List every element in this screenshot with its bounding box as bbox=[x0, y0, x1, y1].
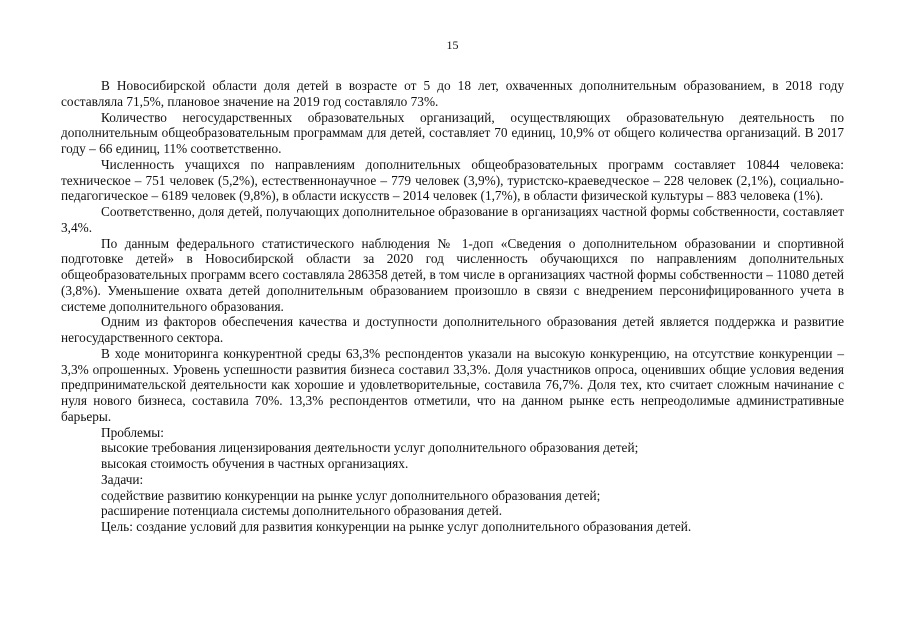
task-item: содействие развитию конкуренции на рынке услуг дополнительного образования детей; bbox=[101, 487, 601, 503]
tasks-heading: Задачи: bbox=[101, 471, 144, 487]
paragraph: Соответственно, доля детей, получающих дополнительное образование в организациях частной формы собственности, составляет 3,4%. bbox=[61, 204, 844, 235]
task-item: расширение потенциала системы дополнительного образования детей. bbox=[101, 503, 503, 519]
page-number: 15 bbox=[446, 38, 459, 52]
paragraph: Численность учащихся по направлениям дополнительных общеобразовательных программ составляет 10844 человека: техническое – 751 человек (5,2%), естественнонаучное – 779 человек (3,9%), туристско-краеведческое – 228 человек (2,1%), социально-педагогическое – 6189 человек (9,8%), в области искусств – 2014 человек (1,7%), в области физической культуры – 883 человека (1%). bbox=[61, 156, 844, 204]
problems-heading: Проблемы: bbox=[101, 424, 164, 440]
document-body bbox=[61, 78, 844, 535]
paragraph: В Новосибирской области доля детей в возрасте от 5 до 18 лет, охваченных дополнительным образованием, в 2018 году составляла 71,5%, плановое значение на 2019 год составляло 73%. bbox=[61, 78, 844, 109]
problem-item: высокая стоимость обучения в частных организациях. bbox=[101, 456, 409, 471]
paragraph: Количество негосударственных образовательных организаций, осуществляющих образовательную деятельность по дополнительным общеобразовательным программам для детей, составляет 70 единиц, 10,9% от общего количества организаций. В 2017 году – 66 единиц, 11% соответственно. bbox=[61, 109, 844, 156]
problem-item: высокие требования лицензирования деятельности услуг дополнительного образования детей; bbox=[101, 440, 639, 456]
paragraph: Одним из факторов обеспечения качества и доступности дополнительного образования детей является поддержка и развитие негосударственного сектора. bbox=[61, 314, 844, 345]
goal-statement: Цель: создание условий для развития конкуренции на рынке услуг дополнительного образования детей. bbox=[101, 519, 692, 534]
paragraph: В ходе мониторинга конкурентной среды 63,3% респондентов указали на высокую конкуренцию, на отсутствие конкуренции – 3,3% опрошенных. Уровень успешности развития бизнеса составил 33,3%. Доля участников опроса, оценивших общие условия ведения предпринимательской деятельности как хорошие и удовлетворительные, составила 76,7%. Доля тех, кто считает сложным начинание с нуля нового бизнеса, составила 70%. 13,3% респондентов отметили, что на данном рынке есть непреодолимые административные барьеры. bbox=[61, 345, 844, 424]
paragraph: По данным федерального статистического наблюдения № 1-доп «Сведения о дополнительном образовании и спортивной подготовке детей» в Новосибирской области за 2020 год численность обучающихся по направлениям дополнительных общеобразовательных программ всего составляла 286358 детей, в том числе в организациях частной формы собственности – 11080 детей (3,8%). Уменьшение охвата детей дополнительным образованием произошло в связи с внедрением персонифицированного учета в системе дополнительного образования. bbox=[61, 235, 844, 314]
